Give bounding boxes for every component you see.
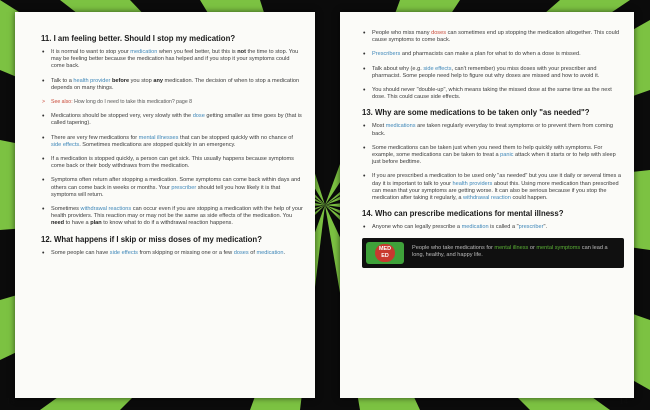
page-number-left: 13: [6, 397, 15, 406]
see-also-text: How long do I need to take this medication? page 8: [72, 99, 193, 106]
glossary-link[interactable]: withdrawal reactions: [80, 206, 132, 213]
right-page: [340, 12, 634, 398]
glossary-link[interactable]: prescriber: [518, 224, 544, 231]
glossary-link[interactable]: medications: [385, 123, 416, 130]
glossary-link[interactable]: side effects: [423, 65, 452, 72]
page-number-right: 14: [619, 397, 628, 406]
right-page-content: [362, 30, 622, 268]
question-13-heading: 13. Why are some medications to be taken only "as needed"?: [362, 108, 590, 118]
glossary-link[interactable]: mental illness: [494, 245, 529, 252]
see-also-note[interactable]: [41, 99, 303, 106]
question-11-heading: 11. I am feeling better. Should I stop my medication?: [41, 34, 236, 43]
left-page-content: [41, 34, 303, 264]
glossary-link[interactable]: health provider: [73, 77, 111, 84]
glossary-link[interactable]: doses: [233, 249, 249, 256]
callout-text: People who take medications for mental illness or mental symptoms can lead a long, healthy, and happy life.: [412, 245, 608, 259]
list-item: • Sometimes withdrawal reactions can occur even if you are stopping a medication with the help of your health providers. This reaction may or may not be the same as side effects of the medication. You need to have a plan to know what to do if a withdrawal reaction happens.: [41, 206, 303, 228]
list-item: • It is normal to want to stop your medication when you feel better, but this is not the time to stop. You may be feeling better because the medication has helped and if you stop it your symptoms could come back.: [41, 49, 303, 71]
glossary-link[interactable]: dose: [192, 113, 205, 120]
question-11-list-continued: [41, 113, 303, 227]
question-14-list: [362, 224, 622, 231]
list-item: • If a medication is stopped quickly, a person can get sick. This usually happens because symptoms come back or their body withdraws from the medication.: [41, 156, 303, 170]
glossary-link[interactable]: mental illnesses: [138, 134, 179, 141]
question-12-list: [41, 250, 303, 257]
glossary-link[interactable]: withdrawal reaction: [463, 195, 511, 202]
list-item: • Most medications are taken regularly everyday to treat symptoms or to prevent them from coming back.: [362, 123, 622, 137]
list-item: • You should never "double-up", which means taking the missed dose at the same time as the next dose. This could cause side effects.: [362, 87, 622, 101]
badge-line-2: ED: [381, 253, 389, 260]
glossary-link[interactable]: side effects: [51, 141, 80, 148]
callout-box: [362, 238, 624, 268]
glossary-link[interactable]: medication: [461, 224, 489, 231]
list-item: • There are very few medications for mental illnesses that can be stopped quickly with no chance of side effects. Sometimes medications are stopped quickly in an emergency.: [41, 135, 303, 149]
question-12-heading: 12. What happens if I skip or miss doses of my medication?: [41, 234, 262, 244]
question-11-list: [41, 49, 303, 92]
list-item: • Anyone who can legally prescribe a medication is called a "prescriber".: [362, 224, 622, 231]
see-also-label: See also:: [51, 99, 73, 106]
glossary-link[interactable]: prescriber: [171, 184, 197, 191]
question-12-list-continued: [362, 30, 622, 101]
glossary-link[interactable]: doses: [431, 30, 447, 36]
glossary-link[interactable]: medication: [130, 49, 158, 55]
list-item: • Some medications can be taken just when you need them to help quickly with symptoms. For example, some medications can be taken to treat a panic attack when it starts or to help with sleep just before bedtime.: [362, 145, 622, 167]
list-item: • Some people can have side effects from skipping or missing one or a few doses of medication.: [41, 250, 303, 257]
question-14-heading: 14. Who can prescribe medications for mental illness?: [362, 209, 564, 219]
glossary-link[interactable]: medication: [256, 249, 284, 256]
glossary-link[interactable]: health providers: [452, 180, 493, 187]
list-item: • Talk about why (e.g. side effects, can't remember) you miss doses with your prescriber and pharmacist. Some people need help to figure out why doses are missed and how to avoid it.: [362, 66, 622, 80]
list-item: • Talk to a health provider before you stop any medication. The decision of when to stop a medication depends on many things.: [41, 78, 303, 92]
question-13-list: [362, 123, 622, 202]
left-page: [15, 12, 315, 398]
badge-line-1: MED: [379, 246, 391, 253]
list-item: • Symptoms often return after stopping a medication. Some symptoms can come back within days and others can come back in weeks or months. Your prescriber should tell you how likely it is that symptoms will return.: [41, 177, 303, 199]
glossary-link[interactable]: Prescribers: [372, 51, 401, 58]
list-item: • If you are prescribed a medication to be used only "as needed" but you use it daily or several times a day it is important to talk to your health providers about this. Using more medication than prescribed can mean that your symptoms are getting worse. It can also be serious because if you stop the medication after taking it regularly, a withdrawal reaction could happen.: [362, 173, 622, 202]
glossary-link[interactable]: panic: [500, 152, 514, 159]
list-item: • Prescribers and pharmacists can make a plan for what to do when a dose is missed.: [362, 51, 622, 58]
glossary-link[interactable]: mental symptoms: [536, 245, 581, 252]
med-ed-badge-icon: [366, 242, 404, 264]
chevron-right-icon: >: [42, 99, 46, 106]
glossary-link[interactable]: side effects: [109, 249, 138, 256]
list-item: • Medications should be stopped very, very slowly with the dose getting smaller as time goes by (that is called tapering).: [41, 113, 303, 127]
list-item: • People who miss many doses can sometimes end up stopping the medication altogether. This could cause symptoms to come back.: [362, 30, 622, 44]
